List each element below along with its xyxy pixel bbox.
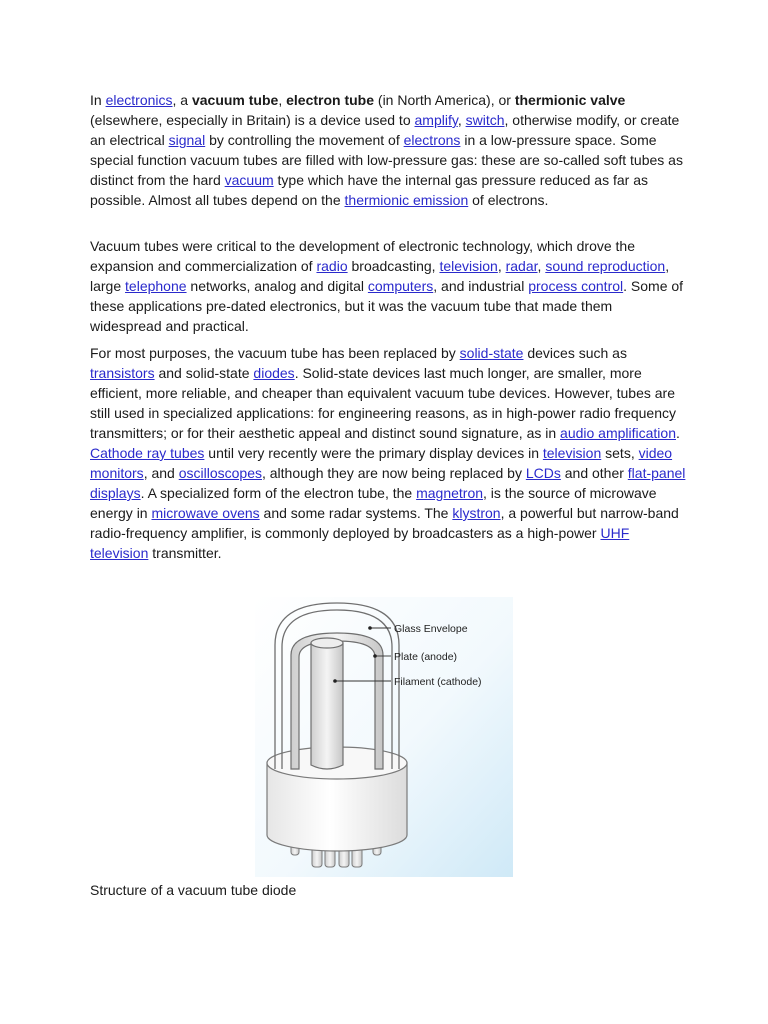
term-electron-tube: electron tube xyxy=(286,92,375,108)
text-run: , otherwise modify, or create an electrical xyxy=(90,112,680,148)
label-plate-anode: Plate (anode) xyxy=(394,651,458,663)
text-run: , xyxy=(537,258,546,274)
term-thermionic-valve: thermionic valve xyxy=(514,92,626,108)
text-run: , and xyxy=(143,465,179,481)
link-electrons[interactable]: electrons xyxy=(403,132,461,148)
text-run: and solid-state xyxy=(154,365,254,381)
text-run: , xyxy=(497,258,506,274)
text-run: . Some of these applications pre-dated electronics, but it was the vacuum tube that made them widespread and practical. xyxy=(90,278,684,334)
link-process-control[interactable]: process control xyxy=(528,278,624,294)
link-solid-state[interactable]: solid-state xyxy=(459,345,524,361)
link-television[interactable]: television xyxy=(439,258,498,274)
link-lcds[interactable]: LCDs xyxy=(525,465,561,481)
text-run: For most purposes, the vacuum tube has been replaced by xyxy=(90,345,460,361)
link-klystron[interactable]: klystron xyxy=(452,505,501,521)
text-run: , is the source of microwave energy in xyxy=(90,485,657,521)
label-filament-cathode: Filament (cathode) xyxy=(394,676,482,688)
text-run: (in North America), or xyxy=(374,92,515,108)
link-electronics[interactable]: electronics xyxy=(105,92,173,108)
text-run: by controlling the movement of xyxy=(205,132,404,148)
text-run: of electrons. xyxy=(468,192,549,208)
text-run: , xyxy=(278,92,287,108)
link-microwave-ovens[interactable]: microwave ovens xyxy=(151,505,260,521)
text-run: (elsewhere, especially in Britain) is a device used to xyxy=(90,112,415,128)
link-signal[interactable]: signal xyxy=(168,132,206,148)
link-radar[interactable]: radar xyxy=(505,258,538,274)
vacuum-tube-diagram xyxy=(255,597,513,877)
text-run: , large xyxy=(90,258,670,294)
link-magnetron[interactable]: magnetron xyxy=(416,485,484,501)
link-video-monitors[interactable]: video monitors xyxy=(90,445,673,481)
paragraph-history xyxy=(90,236,686,336)
link-telephone[interactable]: telephone xyxy=(125,278,187,294)
text-run: , xyxy=(457,112,466,128)
link-vacuum[interactable]: vacuum xyxy=(224,172,274,188)
text-run: , a powerful but narrow-band radio-frequency amplifier, is commonly deployed by broadcasters as a high-power xyxy=(90,505,679,541)
link-television[interactable]: television xyxy=(542,445,602,461)
text-run: devices such as xyxy=(523,345,627,361)
text-run: , although they are now being replaced by xyxy=(261,465,526,481)
filament-cathode xyxy=(311,638,343,769)
paragraph-intro xyxy=(90,90,686,210)
link-switch[interactable]: switch xyxy=(465,112,505,128)
text-run: and some radar systems. The xyxy=(259,505,453,521)
link-transistors[interactable]: transistors xyxy=(90,365,155,381)
text-run: sets, xyxy=(601,445,639,461)
text-run: Vacuum tubes were critical to the development of electronic technology, which drove the expansion and commercialization of xyxy=(90,238,635,274)
link-flat-panel-displays[interactable]: flat-panel displays xyxy=(90,465,686,501)
term-vacuum-tube: vacuum tube xyxy=(191,92,279,108)
link-oscilloscopes[interactable]: oscilloscopes xyxy=(178,465,262,481)
link-sound-reproduction[interactable]: sound reproduction xyxy=(545,258,666,274)
paragraph-modern-use xyxy=(90,343,686,563)
link-thermionic-emission[interactable]: thermionic emission xyxy=(344,192,469,208)
text-run: networks, analog and digital xyxy=(186,278,368,294)
text-run: transmitter. xyxy=(148,545,222,561)
link-radio[interactable]: radio xyxy=(316,258,348,274)
vacuum-tube-figure xyxy=(255,597,513,877)
link-cathode-ray-tubes[interactable]: Cathode ray tubes xyxy=(90,445,205,461)
text-run: until very recently were the primary display devices in xyxy=(204,445,543,461)
label-glass-envelope: Glass Envelope xyxy=(394,623,468,635)
text-run: type which have the internal gas pressure reduced as far as possible. Almost all tubes depend on the xyxy=(90,172,648,208)
link-uhf-television[interactable]: UHF television xyxy=(90,525,630,561)
text-run: and other xyxy=(560,465,628,481)
link-diodes[interactable]: diodes xyxy=(253,365,295,381)
text-run: . A specialized form of the electron tube, the xyxy=(140,485,417,501)
link-audio-amplification[interactable]: audio amplification xyxy=(560,425,676,441)
text-run: in a low-pressure space. Some special function vacuum tubes are filled with low-pressure gas: these are so-called soft tubes as distinct from the hard xyxy=(90,132,683,188)
text-run: broadcasting, xyxy=(347,258,440,274)
link-amplify[interactable]: amplify xyxy=(414,112,458,128)
text-run: . xyxy=(676,425,680,441)
figure-caption: Structure of a vacuum tube diode xyxy=(90,882,297,898)
link-computers[interactable]: computers xyxy=(367,278,434,294)
text-run: In xyxy=(90,92,106,108)
text-run: . Solid-state devices last much longer, are smaller, more efficient, more reliable, and cheaper than equivalent vacuum tube devices. However, tubes are still used in specialized applications: for engineering reasons, as in high-power radio frequency transmitters; or for their aesthetic appeal and distinct sound signature, as in xyxy=(90,365,677,441)
text-run: , a xyxy=(172,92,192,108)
text-run: , and industrial xyxy=(433,278,529,294)
